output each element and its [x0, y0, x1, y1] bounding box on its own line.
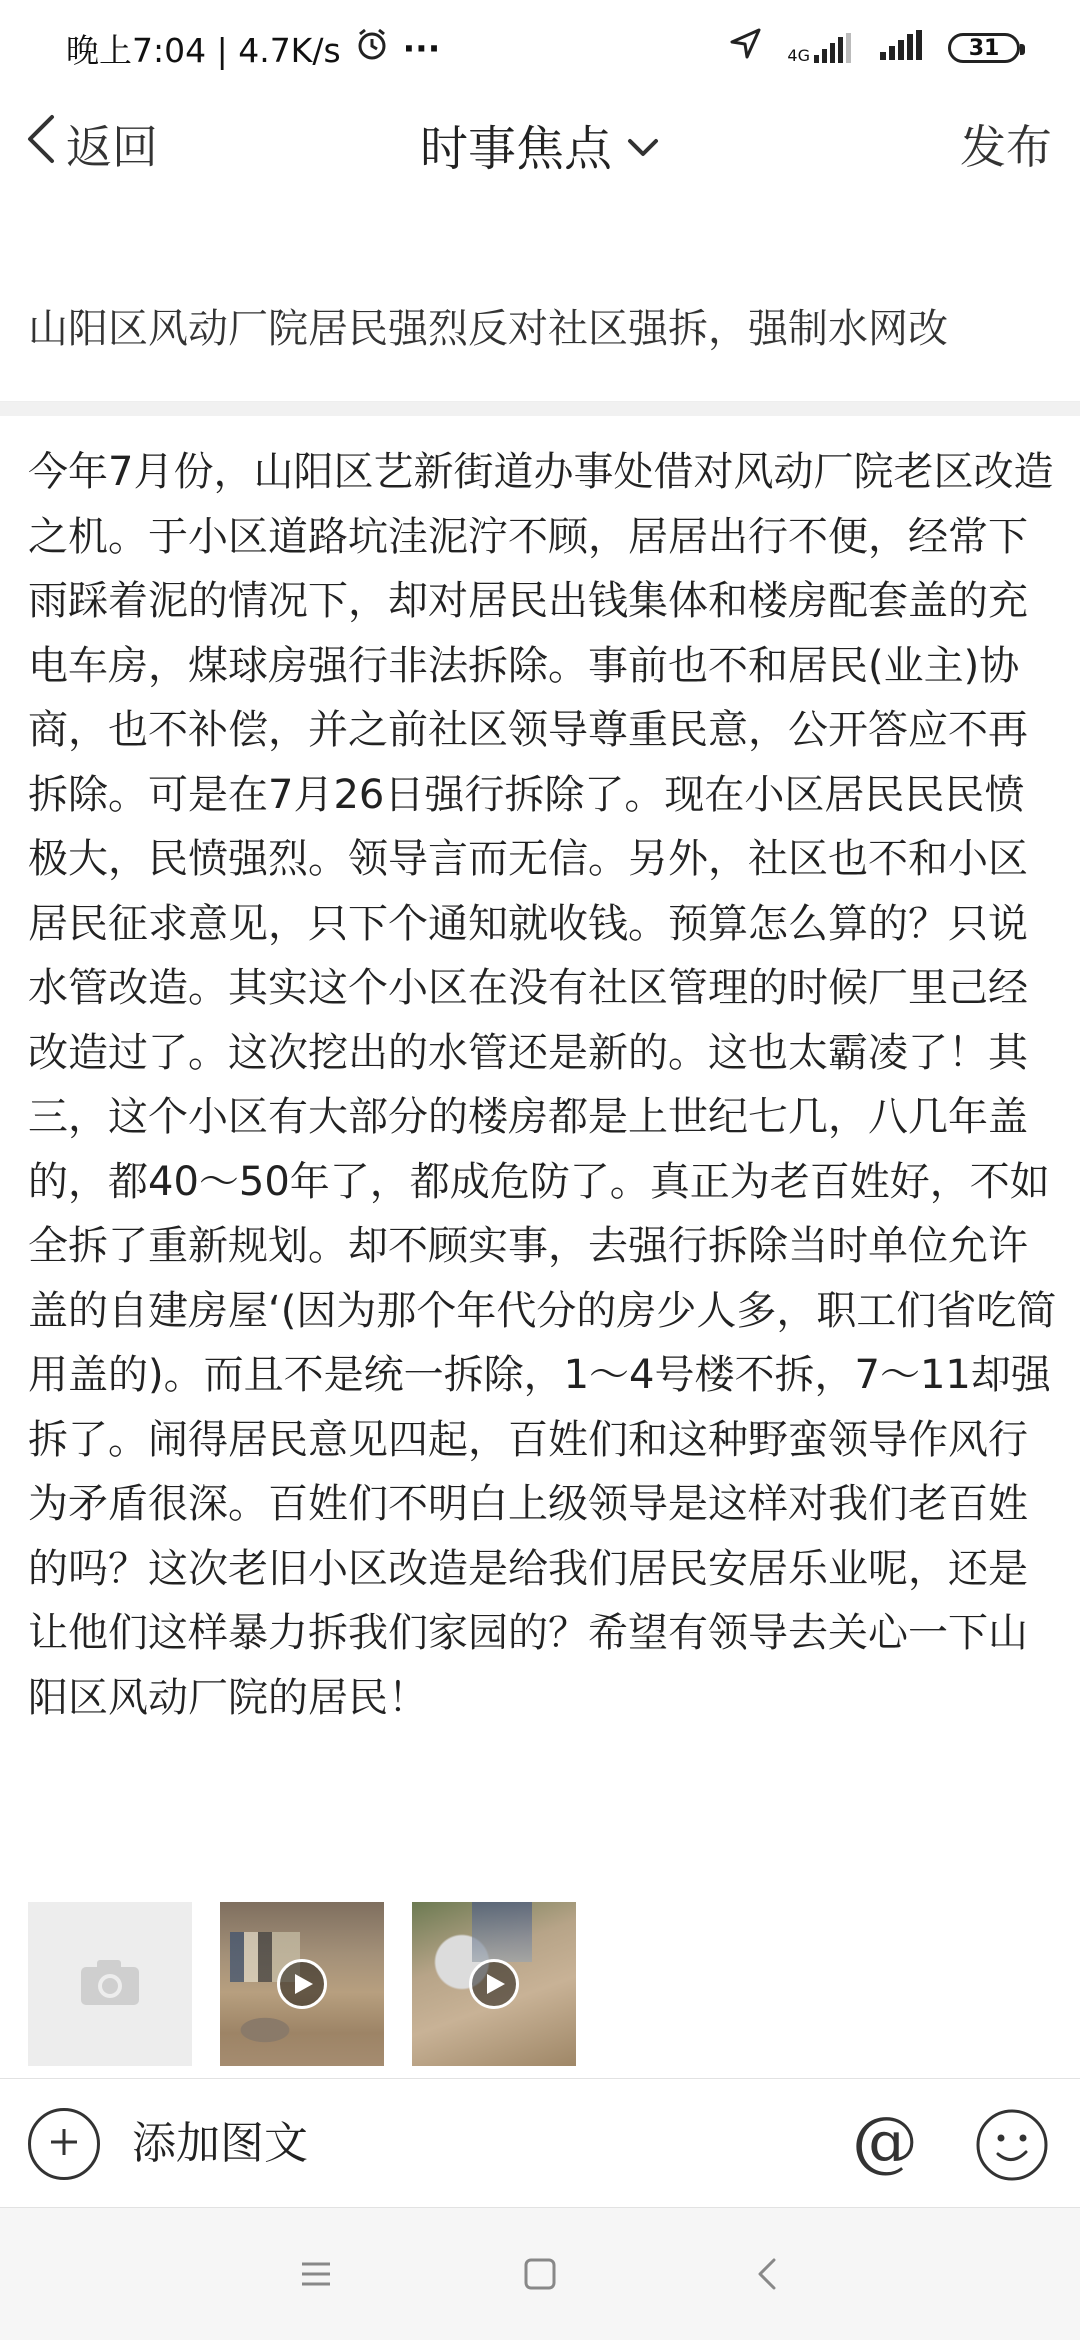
nav-bar: [0, 96, 1080, 192]
add-image-text-button[interactable]: 添加图文: [132, 2118, 308, 2169]
home-button[interactable]: [520, 2254, 560, 2294]
camera-icon: [79, 1957, 141, 2011]
status-bar: [0, 0, 1080, 96]
channel-selector[interactable]: [0, 110, 1080, 178]
play-icon: [277, 1959, 327, 2009]
publish-label: 发布: [960, 120, 1052, 174]
more-notifications-icon: ···: [402, 28, 441, 68]
play-icon: [469, 1959, 519, 2009]
back-label: 返回: [66, 120, 158, 174]
post-title: 山阳区风动厂院居民强烈反对社区强拆，强制水网改: [28, 306, 948, 352]
post-body[interactable]: 今年7月份，山阳区艺新街道办事处借对风动厂院老区改造之机。于小区道路坑洼泥泞不顾，居居出行不便，经常下雨踩着泥的情况下，却对居民出钱集体和楼房配套盖的充电车房，煤球房强行非法拆除。事前也不和居民(业主)协商，也不补偿，并之前社区领导尊重民意，公开答应不再拆除。可是在7月26日强行拆除了。现在小区居民民民愤极大，民愤强烈。领导言而无信。另外，社区也不和小区居民征求意见，只下个通知就收钱。预算怎么算的？只说水管改造。其实这个小区在没有社区管理的时候厂里己经改造过了。这次挖出的水管还是新的。这也太霸凌了！其三，这个小区有大部分的楼房都是上世纪七几，八几年盖的，都40～50年了，都成危防了。真正为老百姓好，不如全拆了重新规划。却不顾实事，去强行拆除当时单位允许盖的自建房屋‘(因为那个年代分的房少人多，职工们省吃简用盖的)。而且不是统一拆除，1～4号楼不拆，7～11却强拆了。闹得居民意见四起，百姓们和这种野蛮领导作风行为矛盾很深。百姓们不明白上级领导是这样对我们老百姓的吗？这次老旧小区改造是给我们居民安居乐业呢，还是让他们这样暴力拆我们家园的？希望有领导去关心一下山阳区风动厂院的居民！: [28, 449, 1057, 1721]
signal-icon: [878, 29, 922, 68]
location-icon: [729, 28, 761, 68]
status-left: [66, 25, 440, 72]
menu-icon: [296, 2279, 336, 2298]
recents-button[interactable]: [296, 2254, 336, 2294]
system-nav-bar: [0, 2208, 1080, 2340]
attachment-row: [28, 1902, 576, 2066]
status-right: [729, 28, 1020, 68]
title-input[interactable]: [0, 192, 1080, 402]
smiley-icon: [974, 2168, 1050, 2187]
signal-4g-icon: [787, 33, 852, 63]
emoji-button[interactable]: [974, 2107, 1050, 2183]
page-title: 时事焦点: [419, 120, 612, 177]
editor-toolbar: [0, 2078, 1080, 2208]
chevron-down-icon: [626, 116, 660, 172]
square-icon: [520, 2279, 560, 2298]
section-divider: [0, 402, 1080, 416]
publish-button[interactable]: [960, 110, 1052, 178]
chevron-left-icon: [748, 2279, 788, 2298]
video-thumbnail[interactable]: [412, 1902, 576, 2066]
battery-level: 31: [968, 35, 1000, 61]
add-photo-button[interactable]: [28, 1902, 192, 2066]
status-time: 晚上7:04 | 4.7K/s: [66, 30, 341, 70]
network-type-label: 4G: [787, 46, 810, 65]
add-content-button[interactable]: [28, 2108, 100, 2180]
system-back-button[interactable]: [748, 2254, 788, 2294]
video-thumbnail[interactable]: [220, 1902, 384, 2066]
mention-button[interactable]: @: [852, 2103, 918, 2180]
alarm-icon: [355, 27, 389, 69]
battery-icon: [948, 33, 1020, 63]
plus-icon: [49, 2127, 79, 2161]
